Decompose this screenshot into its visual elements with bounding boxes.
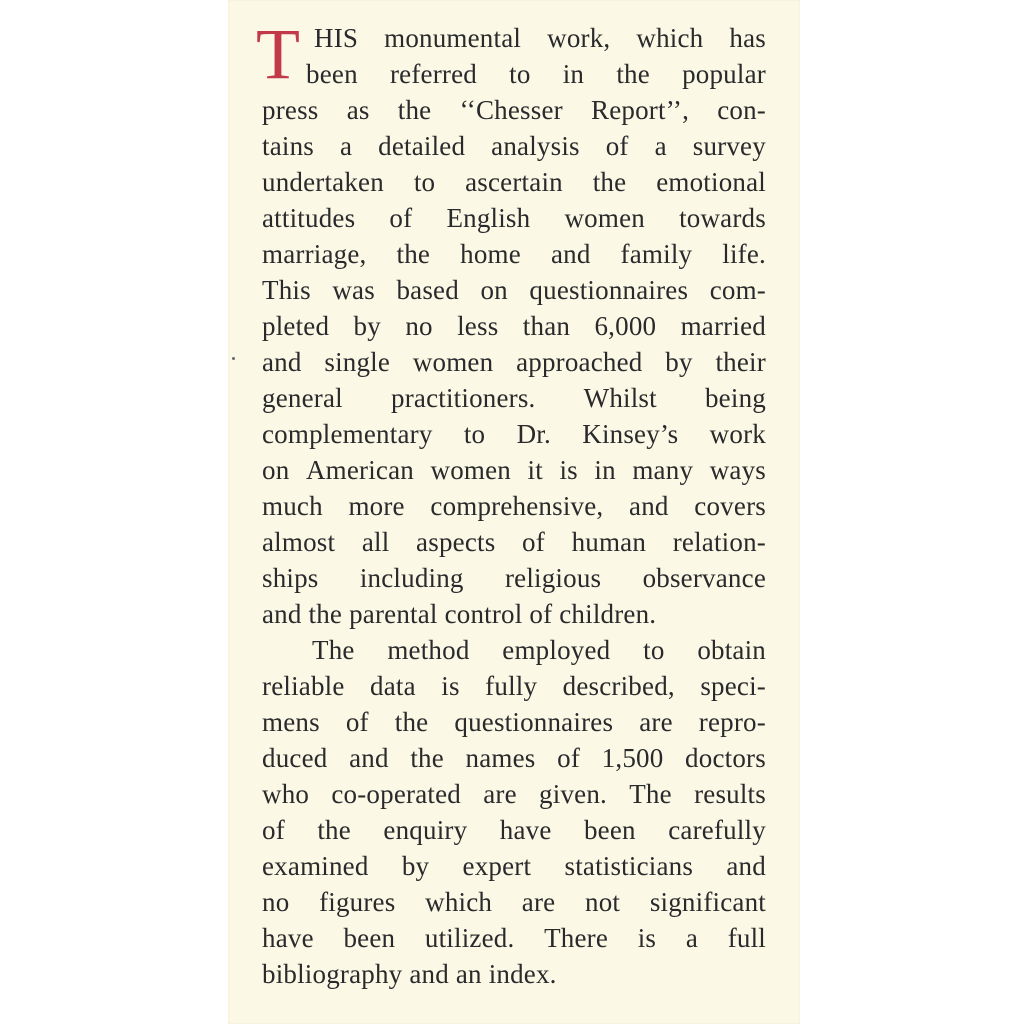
text-line: undertaken to ascertain the emotional — [262, 167, 766, 197]
paper-speck — [232, 357, 235, 360]
text-line: and the parental control of children. — [262, 599, 657, 629]
paragraph-1 — [262, 20, 766, 632]
text-line: reliable data is fully described, speci- — [262, 671, 766, 701]
text-line: bibliography and an index. — [262, 959, 557, 989]
text-line: no figures which are not significant — [262, 887, 766, 917]
text-line: ships including religious observance — [262, 563, 766, 593]
text-line: This was based on questionnaires com- — [262, 275, 766, 305]
text-line: duced and the names of 1,500 doctors — [262, 743, 766, 773]
text-line: mens of the questionnaires are repro- — [262, 707, 766, 737]
text-line: almost all aspects of human relation- — [262, 527, 766, 557]
text-line: examined by expert statisticians and — [262, 851, 766, 881]
text-line: been referred to in the popular — [306, 59, 766, 89]
paragraph-2 — [262, 632, 766, 992]
text-line: press as the ‘‘Chesser Report’’, con- — [262, 95, 766, 125]
text-line: have been utilized. There is a full — [262, 923, 766, 953]
text-line: complementary to Dr. Kinsey’s work — [262, 419, 766, 449]
blurb-text-block — [256, 14, 766, 992]
text-line: on American women it is in many ways — [262, 455, 766, 485]
text-line: general practitioners. Whilst being — [262, 383, 766, 413]
text-line: pleted by no less than 6,000 married — [262, 311, 766, 341]
text-line: of the enquiry have been carefully — [262, 815, 766, 845]
text-line: tains a detailed analysis of a survey — [262, 131, 766, 161]
text-line: HIS monumental work, which has — [314, 23, 766, 53]
drop-cap: T — [256, 14, 301, 94]
text-line: The method employed to obtain — [312, 635, 766, 665]
text-line: much more comprehensive, and covers — [262, 491, 766, 521]
text-line: who co-operated are given. The results — [262, 779, 766, 809]
text-line: attitudes of English women towards — [262, 203, 766, 233]
text-line: marriage, the home and family life. — [262, 239, 766, 269]
text-line: and single women approached by their — [262, 347, 766, 377]
